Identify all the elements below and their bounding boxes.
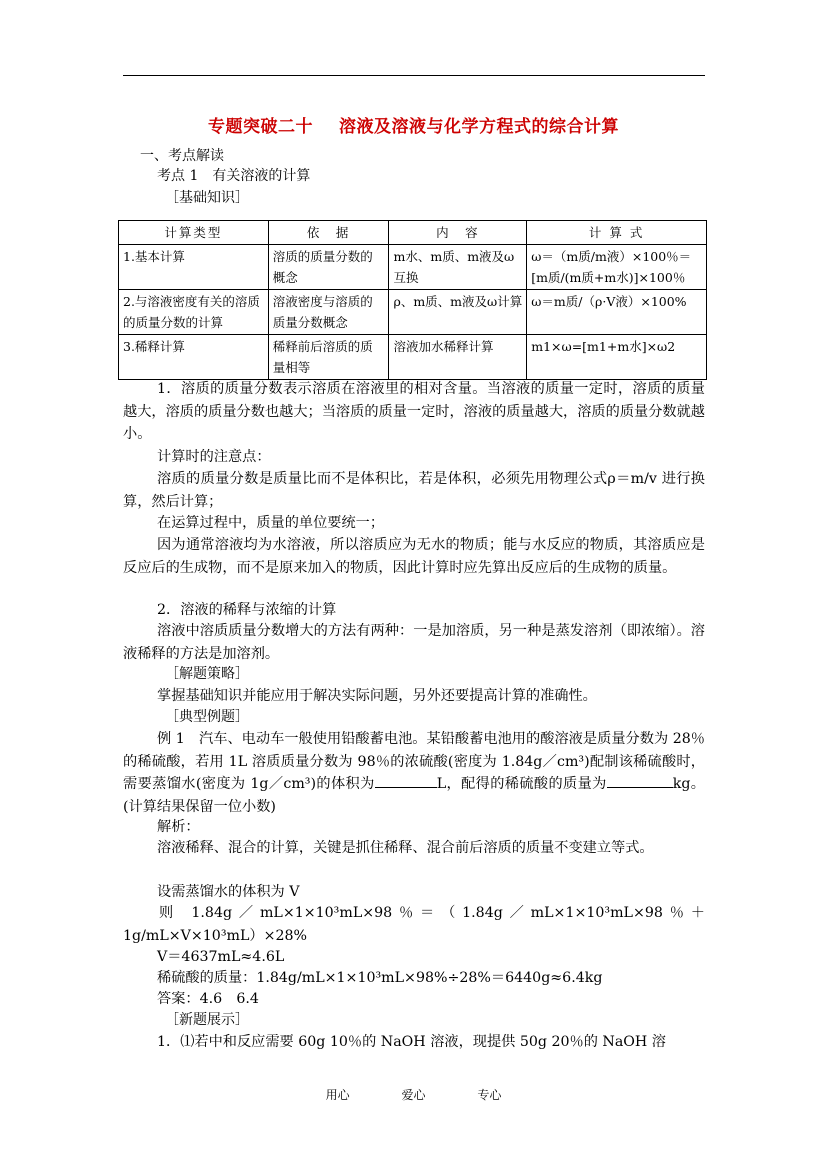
table-header-row [119,221,707,245]
paragraph-1: 1．溶质的质量分数表示溶质在溶液里的相对含量。当溶液的质量一定时，溶质的质量越大，溶质的质量分数也越大；当溶质的质量一定时，溶液的质量越大，溶质的质量分数就越小。 [123,381,705,443]
header-rule [123,75,705,76]
table-row [119,335,707,380]
calc-table [118,220,707,380]
section-heading: 一、考点解读 [140,148,224,164]
example-1-text-c: kg。(计算结果保留一位小数) [123,776,705,815]
footer-item: 爱心 [401,1088,426,1102]
answer-blank-volume [375,773,437,788]
table-cell: 2.与溶液密度有关的溶质的质量分数的计算 [119,290,269,335]
footer-item: 用心 [325,1088,350,1102]
title-part2: 溶液及溶液与化学方程式的综合计算 [339,117,619,137]
page-footer [0,1086,827,1103]
paragraph-15: 1．⑴若中和反应需要 60g 10％的 NaOH 溶液，现提供 50g 20％的 NaOH 溶 [157,1034,666,1050]
dianxing-heading: ［典型例题］ [165,709,249,725]
paragraph-10: 设需蒸馏水的体积为 V [157,884,300,900]
table-cell: 溶液加水稀释计算 [389,335,527,380]
xinti-heading: ［新题展示］ [165,1012,249,1028]
paragraph-4: 在运算过程中，质量的单位要统一； [157,515,385,531]
paragraph-12: V＝4637mL≈4.6L [157,949,285,965]
jiexi-label: 解析： [157,819,200,835]
example-1-text-a: 例 1 汽车、电动车一般使用铅酸蓄电池。某铅酸蓄电池用的酸溶液是质量分数为 28％的稀硫酸，若用 1L 溶质质量分数为 98％的浓硫酸(密度为 1.84g／cm³)配制该稀硫酸时，需要蒸馏水(密度为 1g／cm³)的体积为 [123,731,705,793]
paragraph-8: 掌握基础知识并能应用于解决实际问题，另外还要提高计算的准确性。 [157,688,597,704]
table-row [119,245,707,290]
table-cell: ω＝m质/（ρ·V液）×100% [527,290,707,335]
paragraph-9: 溶液稀释、混合的计算，关键是抓住稀释、混合前后溶质的质量不变建立等式。 [157,840,654,856]
table-cell: ω＝（m质/m液）×100％＝[m质/(m质+m水)]×100％ [527,245,707,290]
table-cell: 3.稀释计算 [119,335,269,380]
table-header-cell: 计 算 式 [527,221,707,245]
table-header-cell: 计算类型 [119,221,269,245]
example-1-text-b: L，配得的稀硫酸的质量为 [436,776,607,793]
kaodian-heading: 考点 1 有关溶液的计算 [157,168,311,184]
page-title [0,112,827,137]
table-cell: 1.基本计算 [119,245,269,290]
table-header-cell: 内 容 [389,221,527,245]
paragraph-2: 计算时的注意点： [157,449,271,465]
table-cell: 稀释前后溶质的质量相等 [268,335,389,380]
jieti-heading: ［解题策略］ [165,666,249,682]
footer-item: 专心 [477,1088,502,1102]
paragraph-13: 稀硫酸的质量：1.84g/mL×1×10³mL×98%÷28%＝6440g≈6.4kg [157,970,603,986]
table-row [119,290,707,335]
paragraph-5: 因为通常溶液均为水溶液，所以溶质应为无水的物质；能与水反应的物质，其溶质应是反应后的生成物，而不是原来加入的物质，因此计算时应先算出反应后的生成物的质量。 [123,537,705,576]
table-cell: m1×ω=[m1+m水]×ω2 [527,335,707,380]
table-cell: 溶质的质量分数的概念 [268,245,389,290]
paragraph-11: 则 1.84g／mL×1×10³mL×98％＝（1.84g／mL×1×10³mL×98％＋1g/mL×V×10³mL）×28% [123,905,705,944]
table-cell: m水、m质、m液及ω互换 [389,245,527,290]
table-cell: ρ、m质、m液及ω计算 [389,290,527,335]
example-1 [123,728,705,818]
jichu-heading: ［基础知识］ [165,190,249,206]
title-part1: 专题突破二十 [208,117,313,137]
table-cell: 溶液密度与溶质的质量分数概念 [268,290,389,335]
answer-blank-mass [607,773,673,788]
answer-line: 答案：4.6 6.4 [157,991,259,1007]
table-header-cell: 依 据 [268,221,389,245]
paragraph-7: 溶液中溶质质量分数增大的方法有两种：一是加溶质，另一种是蒸发溶剂（即浓缩）。溶液稀释的方法是加溶剂。 [123,623,705,662]
paragraph-6: 2．溶液的稀释与浓缩的计算 [157,602,337,618]
paragraph-3: 溶质的质量分数是质量比而不是体积比，若是体积，必须先用物理公式ρ＝m/v 进行换算，然后计算； [123,471,705,510]
